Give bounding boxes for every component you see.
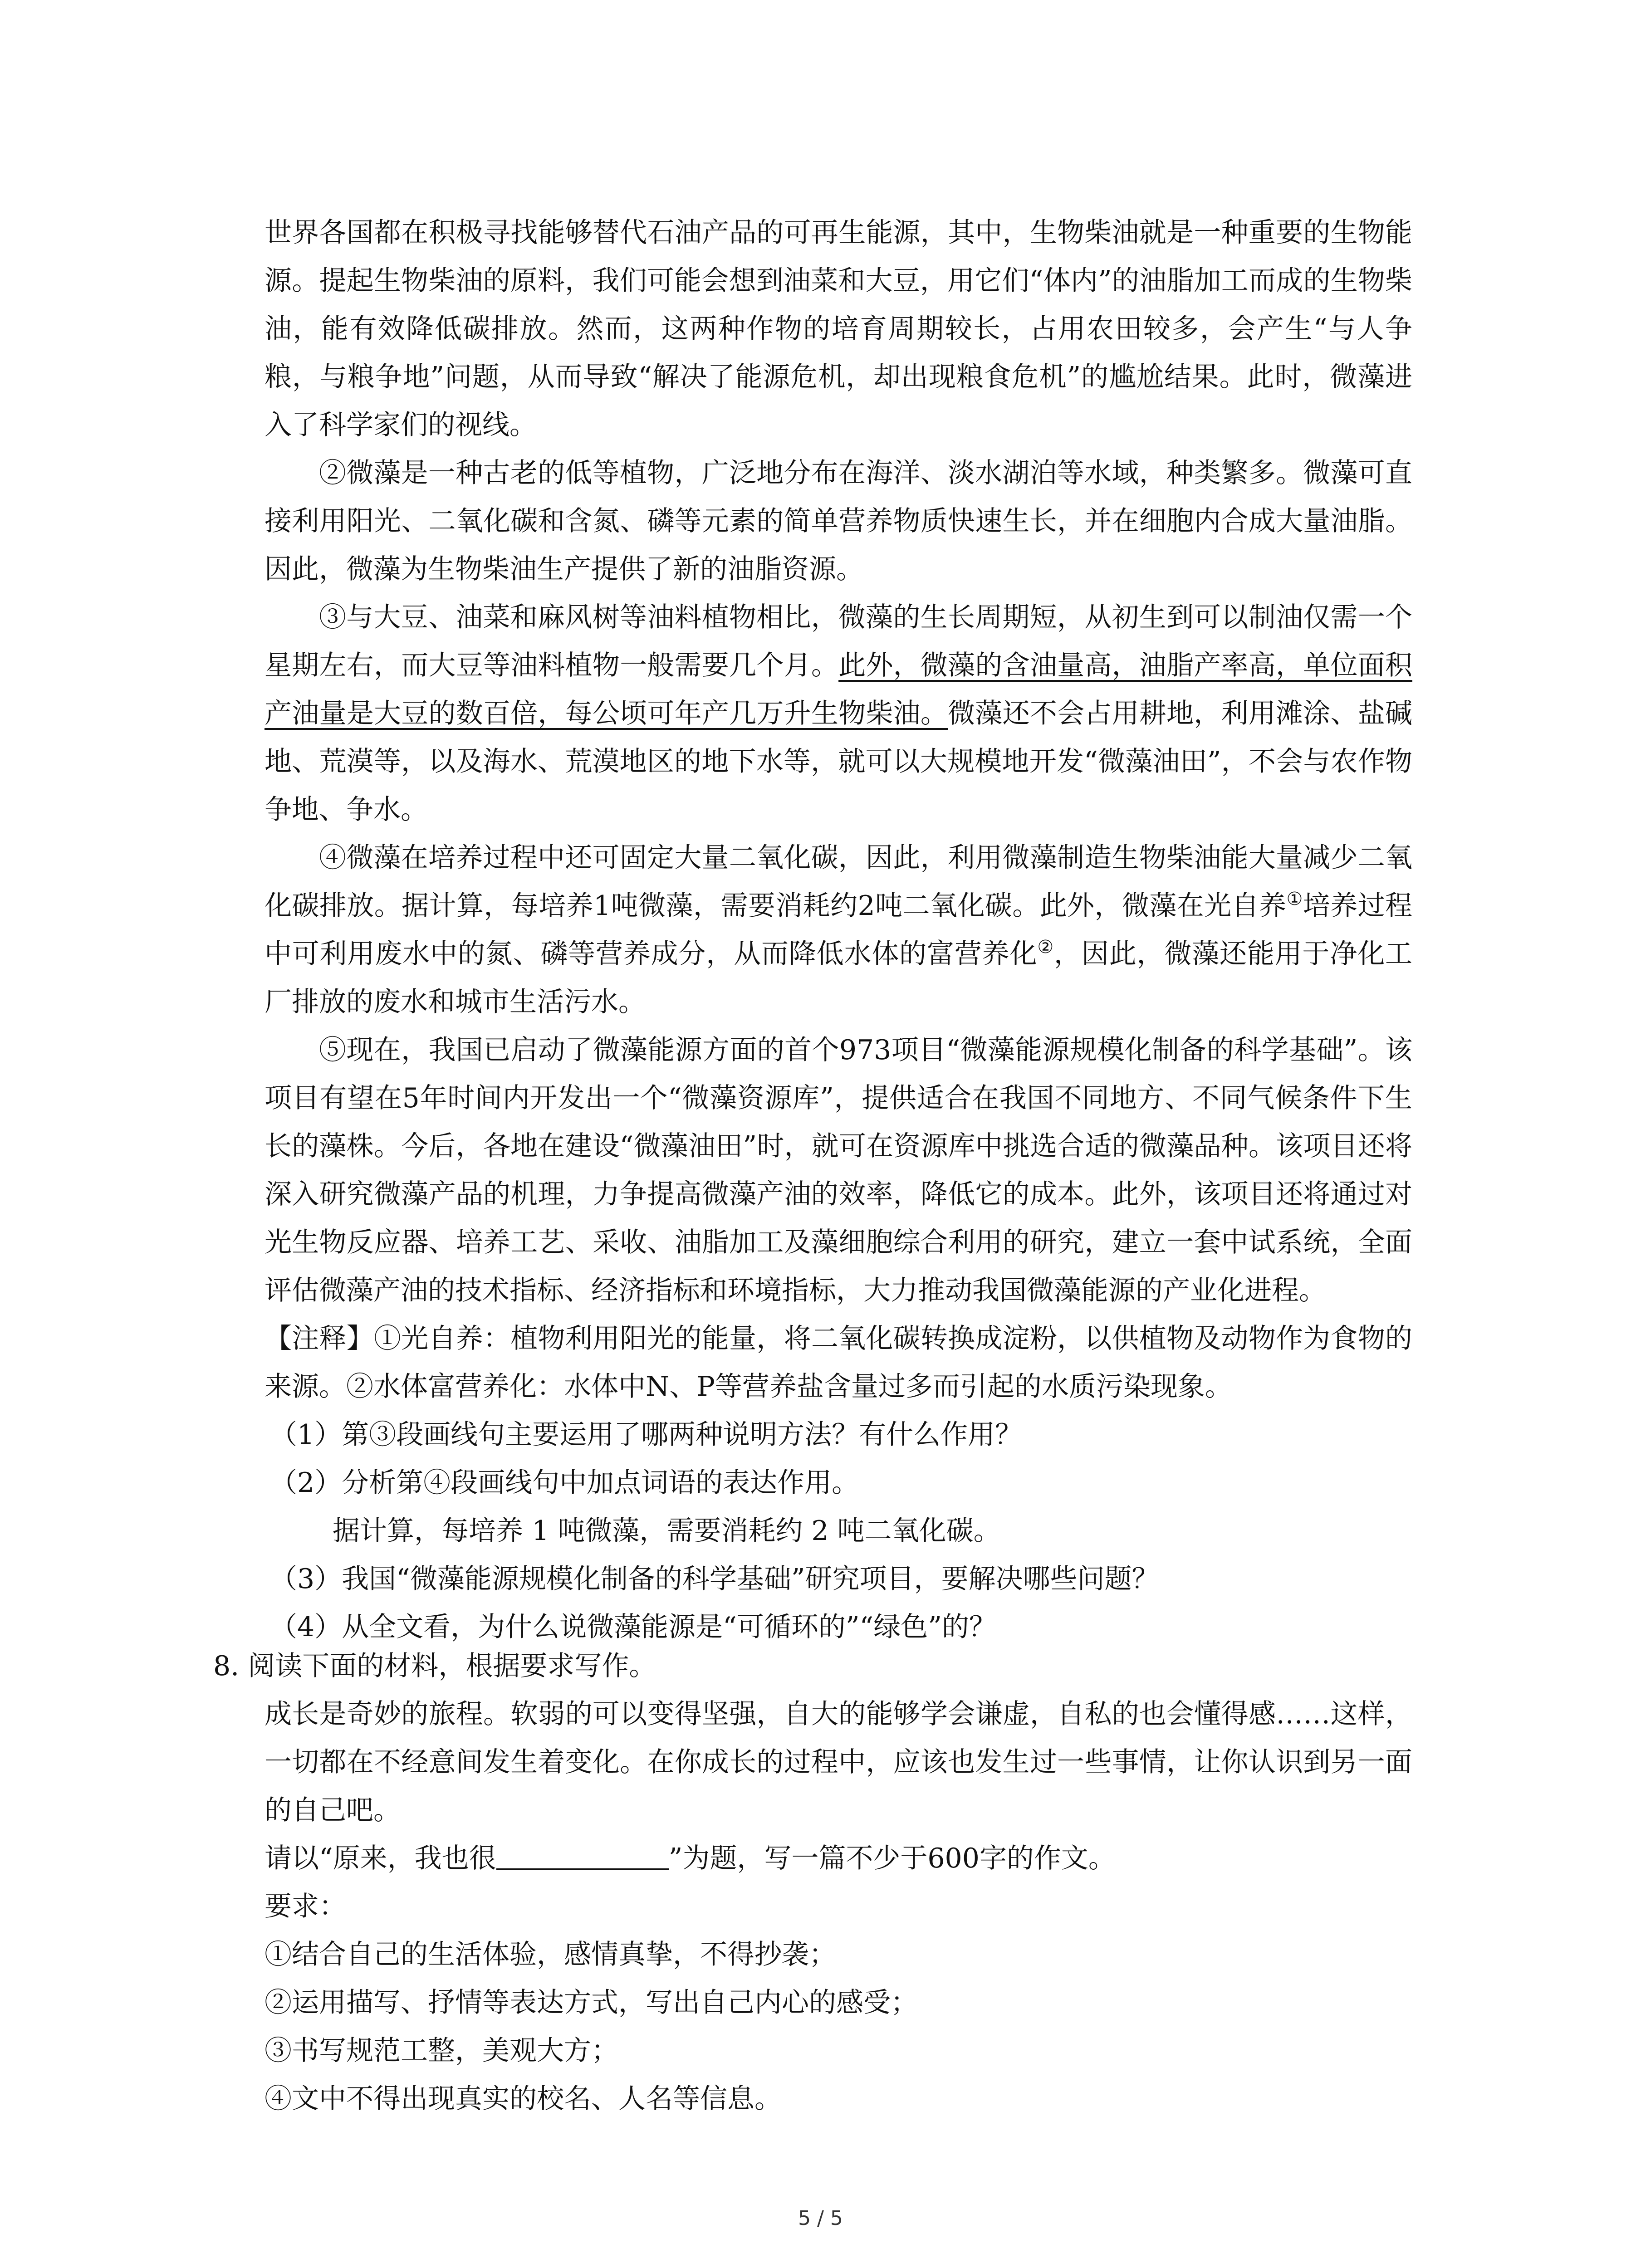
paragraph-4 xyxy=(265,834,1412,1026)
title-blank xyxy=(496,1841,669,1870)
essay-material: 成长是奇妙的旅程。软弱的可以变得坚强，自大的能够学会谦虚，自私的也会懂得感……这样，一切都在不经意间发生着变化。在你成长的过程中，应该也发生过一些事情，让你认识到另一面的自己吧。 xyxy=(265,1698,1412,1826)
question-4: （4）从全文看，为什么说微藻能源是“可循环的”“绿色”的？ xyxy=(270,1611,996,1643)
paragraph-1: 世界各国都在积极寻找能够替代石油产品的可再生能源，其中，生物柴油就是一种重要的生物能源。提起生物柴油的原料，我们可能会想到油菜和大豆，用它们“体内”的油脂加工而成的生物柴油，能有效降低碳排放。然而，这两种作物的培育周期较长，占用农田较多，会产生“与人争粮，与粮争地”问题，从而导致“解决了能源危机，却出现粮食危机”的尴尬结果。此时，微藻进入了科学家们的视线。 xyxy=(265,217,1412,441)
essay-prompt-after: ”为题，写一篇不少于600字的作文。 xyxy=(668,1843,1116,1874)
question-1: （1）第③段画线句主要运用了哪两种说明方法？有什么作用？ xyxy=(270,1419,1023,1451)
paragraph-3-part-b: 微藻还不会占用耕地，利用滩涂、盐碱地、荒漠等，以及海水、荒漠地区的地下水等，就可以大规模地开发“微藻油田”，不会与农作物争地、争水。 xyxy=(265,698,1413,826)
page-number: 5 / 5 xyxy=(798,2207,843,2230)
paragraph-4-part-c: ，因此，微藻还能用于净化工厂排放的废水和城市生活污水。 xyxy=(265,938,1413,1018)
paragraph-5: ⑤现在，我国已启动了微藻能源方面的首个973项目“微藻能源规模化制备的科学基础”。该项目有望在5年时间内开发出一个“微藻资源库”，提供适合在我国不同地方、不同气候条件下生长的藻株。今后，各地在建设“微藻油田”时，就可在资源库中挑选合适的微藻品种。该项目还将深入研究微藻产品的机理，力争提高微藻产油的效率，降低它的成本。此外，该项目还将通过对光生物反应器、培养工艺、采收、油脂加工及藻细胞综合利用的研究，建立一套中试系统，全面评估微藻产油的技术指标、经济指标和环境指标，大力推动我国微藻能源的产业化进程。 xyxy=(265,1034,1412,1306)
paragraph-3-part-a: ③与大豆、油菜和麻风树等油料植物相比，微藻的生长周期短，从初生到可以制油仅需一个星期左右，而大豆等油料植物一般需要几个月。 xyxy=(265,601,1412,681)
question-3: （3）我国“微藻能源规模化制备的科学基础”研究项目，要解决哪些问题？ xyxy=(270,1563,1159,1595)
paragraph-4-part-b: 培养过程中可利用废水中的氮、磷等营养成分，从而降低水体的富营养化 xyxy=(265,890,1413,970)
question-2: （2）分析第④段画线句中加点词语的表达作用。 xyxy=(270,1467,859,1499)
essay-prompt-before: 请以“原来，我也很 xyxy=(265,1843,496,1874)
underlined-sentence: 此外，微藻的含油量高，油脂产率高，单位面积产油量是大豆的数百倍，每公顷可年产几万升生物柴油。 xyxy=(265,650,1413,729)
paragraph-2: ②微藻是一种古老的低等植物，广泛地分布在海洋、淡水湖泊等水域，种类繁多。微藻可直接利用阳光、二氧化碳和含氮、磷等元素的简单营养物质快速生长，并在细胞内合成大量油脂。因此，微藻为生物柴油生产提供了新的油脂资源。 xyxy=(265,457,1412,585)
essay-prompt xyxy=(265,1834,1412,1882)
paragraph-3 xyxy=(265,593,1412,834)
essay-heading: 8. 阅读下面的材料，根据要求写作。 xyxy=(213,1650,656,1682)
footnote-marker-2: ② xyxy=(1037,937,1054,958)
essay-section xyxy=(213,1642,1412,2123)
annotation: 【注释】①光自养：植物利用阳光的能量，将二氧化碳转换成淀粉，以供植物及动物作为食物的来源。②水体富营养化：水体中N、P等营养盐含量过多而引起的水质污染现象。 xyxy=(265,1323,1412,1403)
paragraph-4-part-a: ④微藻在培养过程中还可固定大量二氧化碳，因此，利用微藻制造生物柴油能大量减少二氧化碳排放。据计算，每培养1吨微藻，需要消耗约2吨二氧化碳。此外，微藻在光自养 xyxy=(265,842,1412,922)
requirement-1: ①结合自己的生活体验，感情真挚，不得抄袭； xyxy=(265,1939,836,1970)
requirement-3: ③书写规范工整，美观大方； xyxy=(265,2035,618,2067)
footnote-marker-1: ① xyxy=(1286,889,1303,909)
requirement-2: ②运用描写、抒情等表达方式，写出自己内心的感受； xyxy=(265,1987,918,2019)
requirement-4: ④文中不得出现真实的校名、人名等信息。 xyxy=(265,2083,782,2115)
question-2-quote: 据计算，每培养 1 吨微藻，需要消耗约 2 吨二氧化碳。 xyxy=(333,1515,1001,1547)
requirements-title: 要求： xyxy=(265,1891,346,1922)
passage xyxy=(265,209,1412,1651)
